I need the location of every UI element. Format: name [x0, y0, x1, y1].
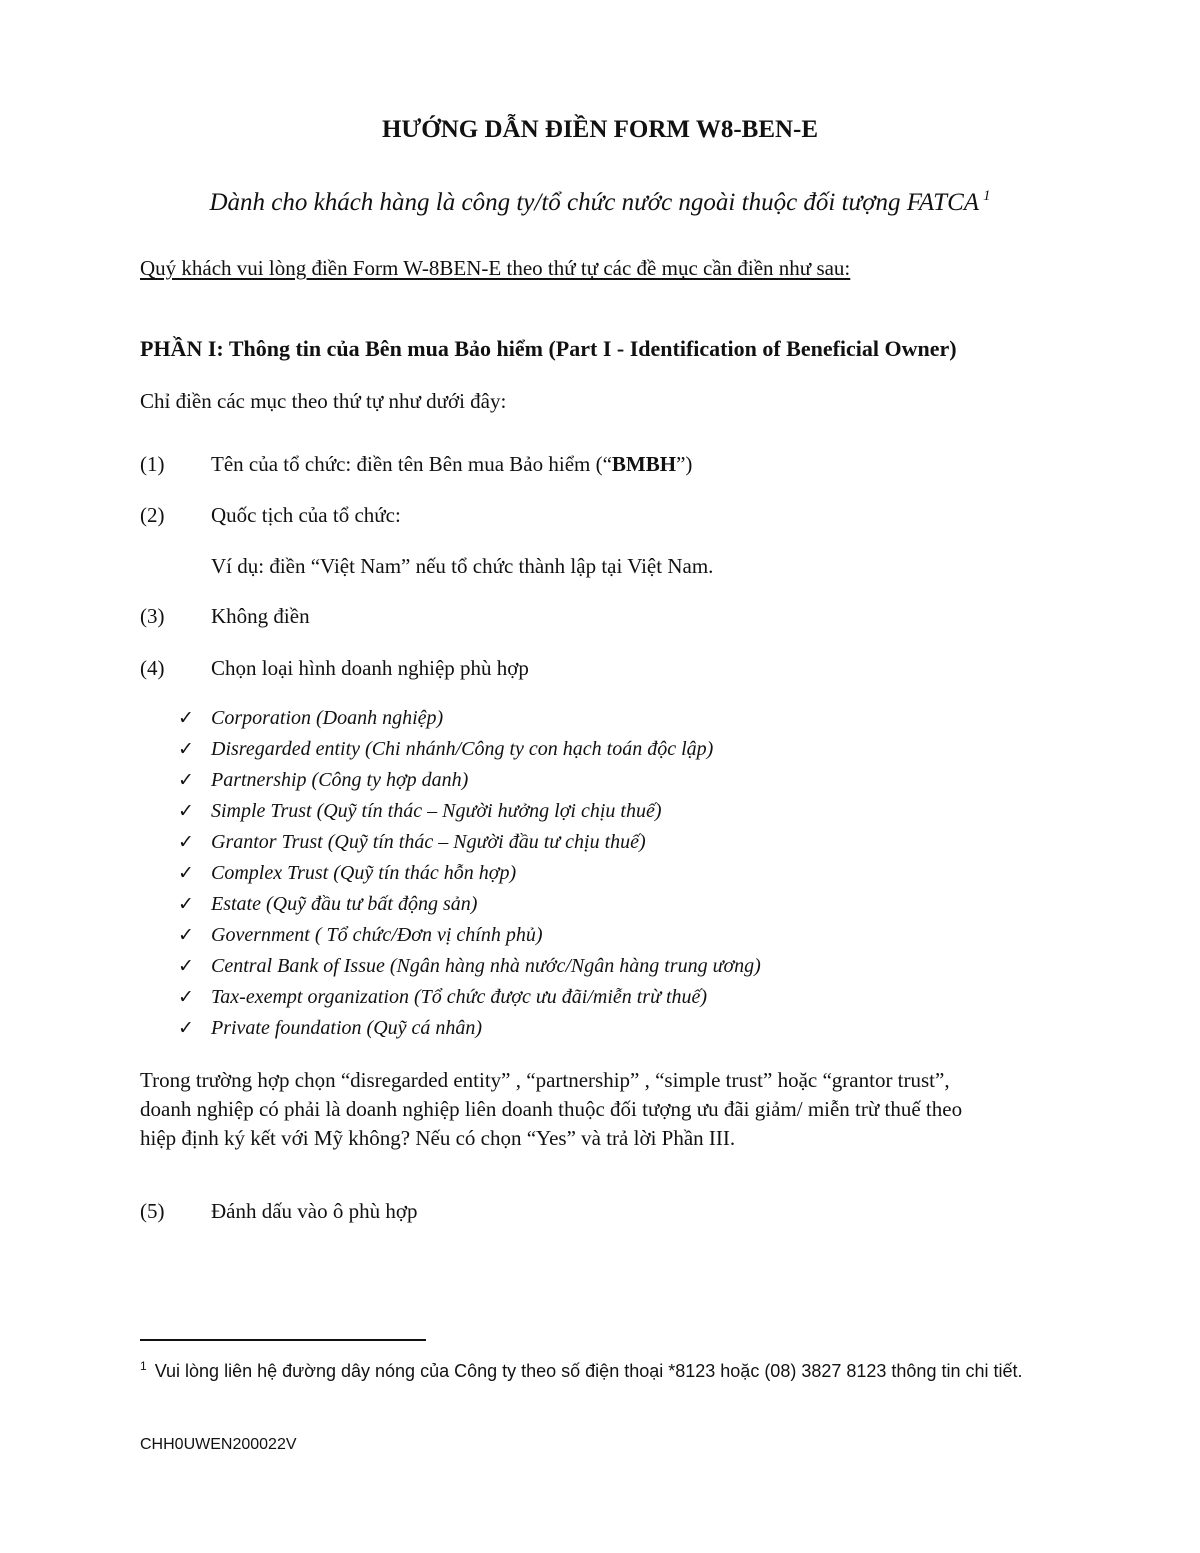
- paragraph-line: hiệp định ký kết với Mỹ không? Nếu có chọn “Yes” và trả lời Phần III.: [140, 1126, 736, 1150]
- checklist-label: Grantor Trust (Quỹ tín thác – Người đầu tư chịu thuế): [211, 830, 646, 853]
- item-text: [211, 452, 692, 477]
- check-mark-icon: ✓: [178, 738, 194, 760]
- footnote-divider: [140, 1339, 426, 1341]
- footnote-text: Vui lòng liên hệ đường dây nóng của Công ty theo số điện thoại *8123 hoặc (08) 3827 8123 thông tin chi tiết.: [154, 1361, 1023, 1381]
- checklist-label: Complex Trust (Quỹ tín thác hỗn hợp): [211, 861, 517, 884]
- item-text-part: Tên của tổ chức: điền tên Bên mua Bảo hiểm (“: [211, 452, 612, 476]
- item-number: (2): [140, 503, 165, 527]
- checklist-item: [178, 890, 477, 918]
- checklist-item: [178, 983, 707, 1011]
- checklist-label: Estate (Quỹ đầu tư bất động sản): [211, 892, 478, 915]
- document-title: HƯỚNG DẪN ĐIỀN FORM W8-BEN-E: [381, 116, 819, 143]
- item-number: (1): [140, 452, 165, 476]
- intro-instruction: Quý khách vui lòng điền Form W-8BEN-E theo thứ tự các đề mục cần điền như sau:: [140, 256, 851, 280]
- paragraph-line: doanh nghiệp có phải là doanh nghiệp liên doanh thuộc đối tượng ưu đãi giảm/ miễn trừ thuế theo: [140, 1097, 963, 1121]
- checklist-item: [178, 952, 761, 980]
- item-text-bold: BMBH: [611, 452, 677, 476]
- footnote: [140, 1352, 1080, 1386]
- item-example: Ví dụ: điền “Việt Nam” nếu tổ chức thành lập tại Việt Nam.: [211, 554, 714, 578]
- checklist-item: [178, 1014, 482, 1042]
- item-number: (4): [140, 656, 165, 680]
- checklist-item: [178, 921, 543, 949]
- footnote-number: 1: [140, 1359, 147, 1373]
- checklist-label: Simple Trust (Quỹ tín thác – Người hưởng lợi chịu thuế): [211, 799, 662, 822]
- item-text: Quốc tịch của tổ chức:: [211, 503, 401, 527]
- checklist-item: [178, 735, 713, 763]
- checklist-label: Corporation (Doanh nghiệp): [211, 706, 444, 729]
- subtitle-text: Dành cho khách hàng là công ty/tổ chức nước ngoài thuộc đối tượng FATCA: [209, 189, 980, 216]
- checklist-label: Disregarded entity (Chi nhánh/Công ty con hạch toán độc lập): [211, 737, 714, 760]
- part1-note: Chỉ điền các mục theo thứ tự như dưới đây:: [140, 389, 507, 413]
- check-mark-icon: ✓: [178, 800, 194, 822]
- checklist-item: [178, 797, 661, 825]
- part1-heading: PHẦN I: Thông tin của Bên mua Bảo hiểm (Part I - Identification of Beneficial Owner): [140, 336, 957, 361]
- checklist-label: Private foundation (Quỹ cá nhân): [211, 1016, 483, 1039]
- check-mark-icon: ✓: [178, 769, 194, 791]
- footnote-reference[interactable]: 1: [983, 188, 991, 204]
- check-mark-icon: ✓: [178, 924, 194, 946]
- checklist-label: Government ( Tổ chức/Đơn vị chính phủ): [211, 923, 543, 946]
- checklist-label: Central Bank of Issue (Ngân hàng nhà nước/Ngân hàng trung ương): [211, 954, 761, 977]
- entity-type-paragraph: [140, 1066, 1080, 1153]
- document-code: CHH0UWEN200022V: [140, 1436, 297, 1453]
- check-mark-icon: ✓: [178, 986, 194, 1008]
- checklist-item: [178, 766, 468, 794]
- check-mark-icon: ✓: [178, 831, 194, 853]
- check-mark-icon: ✓: [178, 955, 194, 977]
- checklist-item: [178, 859, 516, 887]
- checklist-label: Partnership (Công ty hợp danh): [211, 768, 469, 791]
- item-number: (5): [140, 1199, 165, 1223]
- checklist-label: Tax-exempt organization (Tổ chức được ưu đãi/miễn trừ thuế): [211, 985, 708, 1008]
- check-mark-icon: ✓: [178, 893, 194, 915]
- item-text: Không điền: [211, 604, 310, 628]
- item-text: Đánh dấu vào ô phù hợp: [211, 1199, 418, 1223]
- check-mark-icon: ✓: [178, 707, 194, 729]
- document-subtitle: [0, 188, 1200, 217]
- item-text-part: ”): [676, 452, 693, 476]
- item-text: Chọn loại hình doanh nghiệp phù hợp: [211, 656, 529, 680]
- check-mark-icon: ✓: [178, 862, 194, 884]
- paragraph-line: Trong trường hợp chọn “disregarded entity” , “partnership” , “simple trust” hoặc “grantor trust”,: [140, 1068, 950, 1092]
- check-mark-icon: ✓: [178, 1017, 194, 1039]
- checklist-item: [178, 704, 443, 732]
- checklist-item: [178, 828, 646, 856]
- item-number: (3): [140, 604, 165, 628]
